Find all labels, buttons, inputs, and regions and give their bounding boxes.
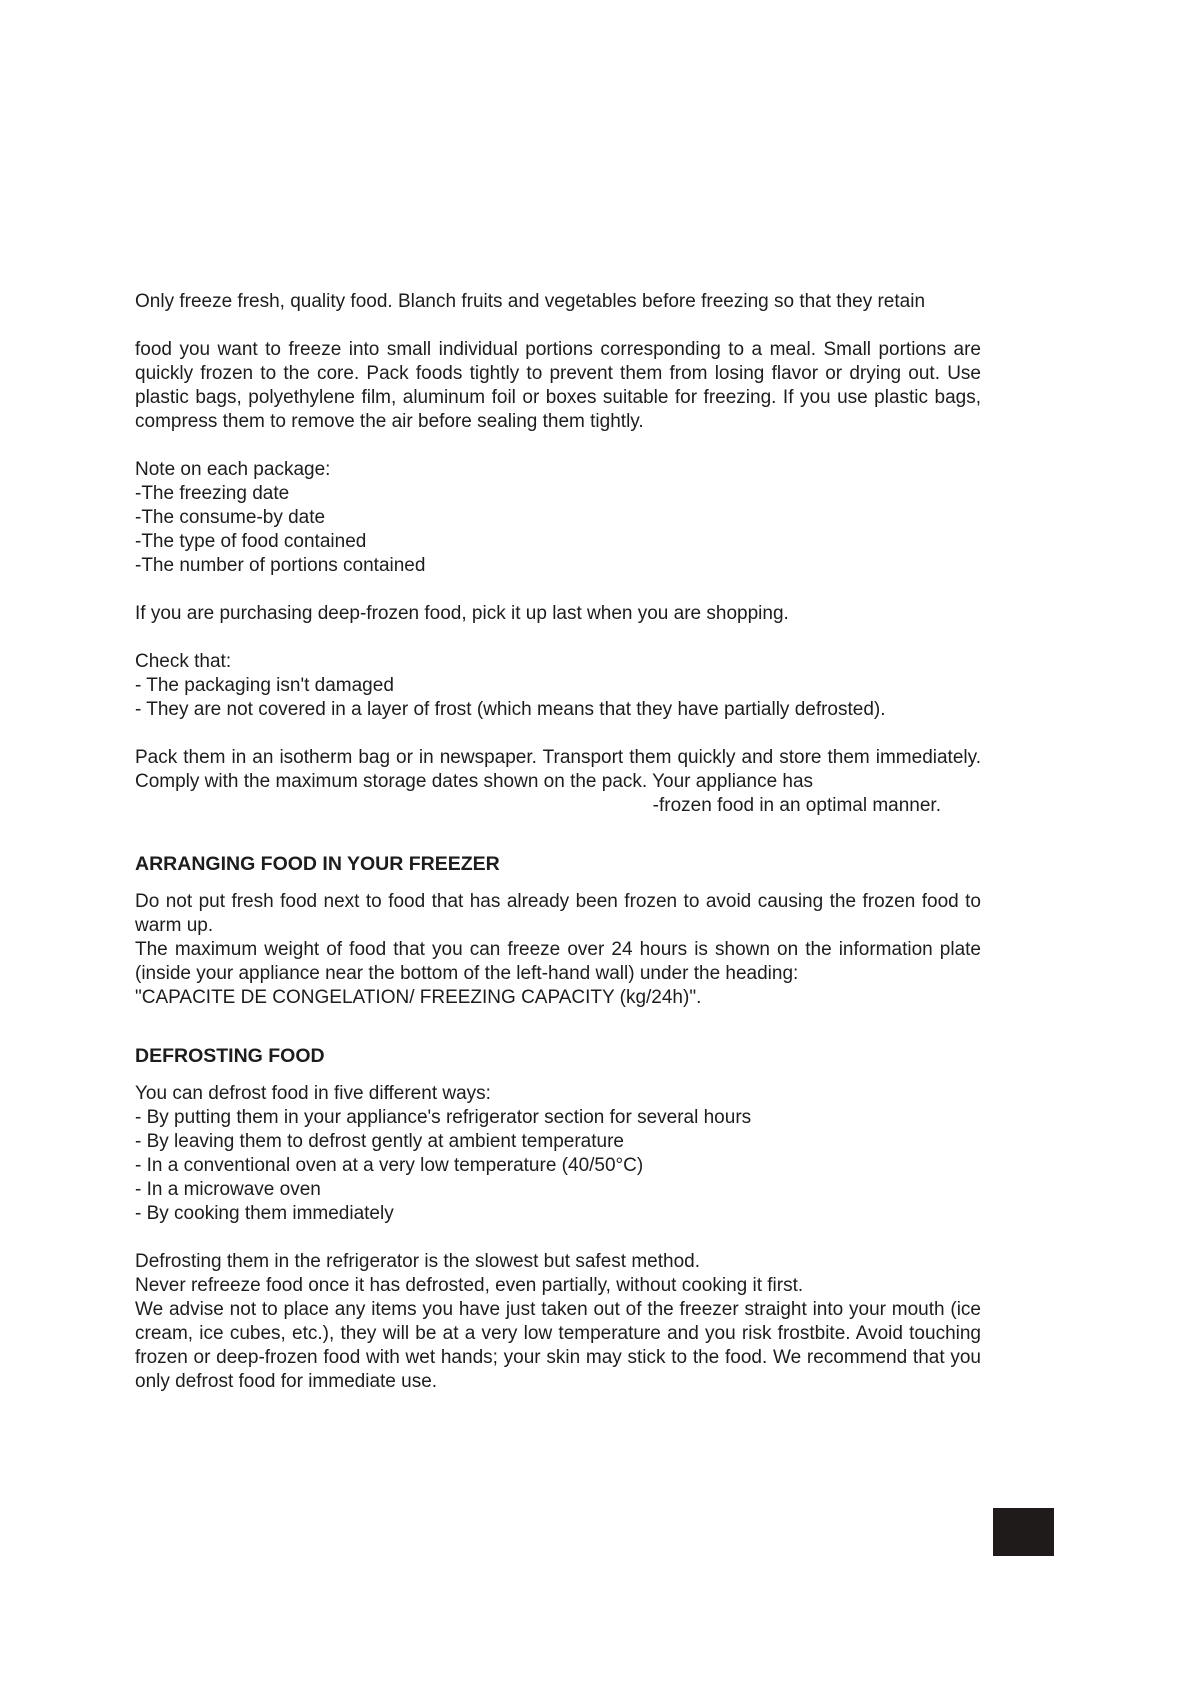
note-heading: Note on each package: <box>135 459 331 480</box>
defrost-method: - By putting them in your appliance's refrigerator section for several hours <box>135 1107 752 1128</box>
note-item: -The freezing date <box>135 483 290 504</box>
check-item: - The packaging isn't damaged <box>135 675 394 696</box>
spacer <box>135 626 981 650</box>
note-item: -The number of portions contained <box>135 555 426 576</box>
section-heading-arranging: ARRANGING FOOD IN YOUR FREEZER <box>135 853 500 875</box>
arranging-para2-tail: "CAPACITE DE CONGELATION/ FREEZING CAPACITY (kg/24h)". <box>135 987 702 1008</box>
spacer <box>135 1226 981 1250</box>
defrost-advice: We advise not to place any items you have just taken out of the freezer straight into your mouth (ice cream, ice cubes, etc.), they will be at a very low temperature and you risk frostbite. Avoid touching frozen or deep-frozen food with wet hands; your skin may stick to the food. We recommend that you only defrost food for immediate use. <box>135 1299 981 1392</box>
check-item: - They are not covered in a layer of frost (which means that they have partially defrosted). <box>135 699 886 720</box>
note-item: -The consume-by date <box>135 507 326 528</box>
purchase-line: If you are purchasing deep-frozen food, pick it up last when you are shopping. <box>135 603 789 624</box>
package-note-block <box>135 458 981 578</box>
defrost-methods-block <box>135 1082 981 1226</box>
defrost-method: - In a microwave oven <box>135 1179 321 1200</box>
note-item: -The type of food contained <box>135 531 367 552</box>
pack-paragraph: Pack them in an isotherm bag or in newspaper. Transport them quickly and store them immediately. Comply with the maximum storage dates shown on the pack. Your appliance has <box>135 747 981 792</box>
defrost-method: - In a conventional oven at a very low temperature (40/50°C) <box>135 1155 644 1176</box>
defrost-intro: You can defrost food in five different ways: <box>135 1083 491 1104</box>
defrost-advice: Never refreeze food once it has defrosted, even partially, without cooking it first. <box>135 1275 804 1296</box>
defrost-advice: Defrosting them in the refrigerator is the slowest but safest method. <box>135 1251 700 1272</box>
section-heading-defrosting: DEFROSTING FOOD <box>135 1045 325 1067</box>
spacer <box>135 578 981 602</box>
intro-line: Only freeze fresh, quality food. Blanch fruits and vegetables before freezing so that they retain <box>135 291 926 312</box>
check-block <box>135 650 981 722</box>
page-content <box>135 290 981 1394</box>
spacer <box>135 722 981 746</box>
defrost-advice-block <box>135 1250 981 1394</box>
defrost-method: - By leaving them to defrost gently at ambient temperature <box>135 1131 624 1152</box>
portion-paragraph: food you want to freeze into small individual portions corresponding to a meal. Small portions are quickly frozen to the core. Pack foods tightly to prevent them from losing flavor or drying out. Use plastic bags, polyethylene film, aluminum foil or boxes suitable for freezing. If you use plastic bags, compress them to remove the air before sealing them tightly. <box>135 339 981 432</box>
arranging-para1: Do not put fresh food next to food that has already been frozen to avoid causing the frozen food to warm up. <box>135 891 981 936</box>
check-heading: Check that: <box>135 651 232 672</box>
spacer <box>135 314 981 338</box>
page-number-block <box>993 1508 1054 1556</box>
arranging-para2: The maximum weight of food that you can freeze over 24 hours is shown on the information plate (inside your appliance near the bottom of the left-hand wall) under the heading: <box>135 939 981 984</box>
pack-paragraph-block <box>135 746 981 818</box>
defrost-method: - By cooking them immediately <box>135 1203 394 1224</box>
pack-paragraph-tail: -frozen food in an optimal manner. <box>652 795 941 816</box>
